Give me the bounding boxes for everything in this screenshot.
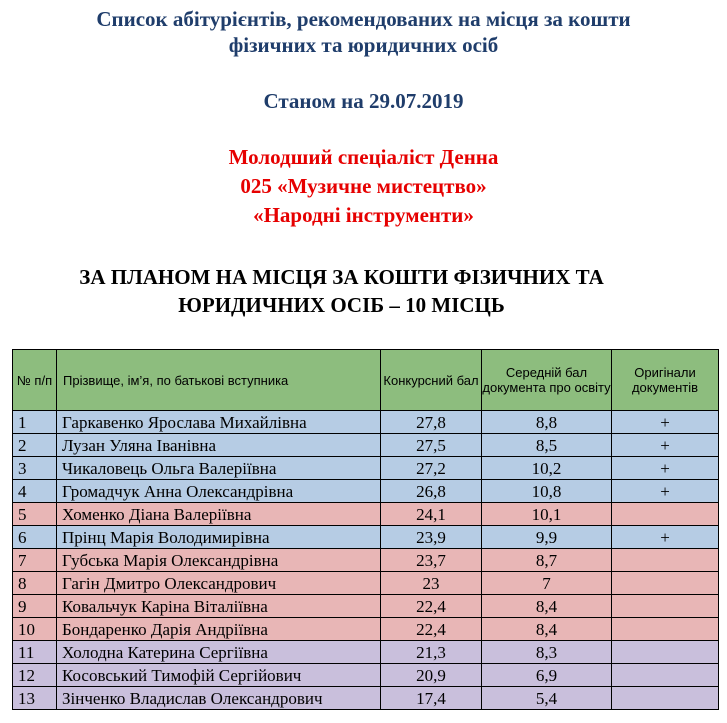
document-average: 8,4 bbox=[482, 618, 612, 641]
col-header-number: № п/п bbox=[13, 350, 57, 411]
row-number: 5 bbox=[13, 503, 57, 526]
competitive-score: 22,4 bbox=[381, 595, 482, 618]
row-number: 9 bbox=[13, 595, 57, 618]
competitive-score: 23,7 bbox=[381, 549, 482, 572]
table-header-row bbox=[13, 350, 719, 411]
document-average: 10,1 bbox=[482, 503, 612, 526]
document-average: 6,9 bbox=[482, 664, 612, 687]
document-average: 8,8 bbox=[482, 411, 612, 434]
applicant-name: Бондаренко Дарія Андріївна bbox=[57, 618, 381, 641]
row-number: 8 bbox=[13, 572, 57, 595]
applicant-name: Косовський Тимофій Сергійович bbox=[57, 664, 381, 687]
competitive-score: 24,1 bbox=[381, 503, 482, 526]
competitive-score: 23 bbox=[381, 572, 482, 595]
plan-line-2: ЮРИДИЧНИХ ОСІБ – 10 МІСЦЬ bbox=[178, 293, 505, 317]
table-row bbox=[13, 434, 719, 457]
competitive-score: 26,8 bbox=[381, 480, 482, 503]
title-line-1: Список абітурієнтів, рекомендованих на місця за кошти bbox=[96, 7, 631, 31]
document-average: 9,9 bbox=[482, 526, 612, 549]
competitive-score: 27,5 bbox=[381, 434, 482, 457]
applicant-name: Хоменко Діана Валеріївна bbox=[57, 503, 381, 526]
originals-mark bbox=[612, 595, 719, 618]
table-row bbox=[13, 549, 719, 572]
applicant-name: Прінц Марія Володимирівна bbox=[57, 526, 381, 549]
originals-mark: + bbox=[612, 434, 719, 457]
col-header-score: Конкурсний бал bbox=[381, 350, 482, 411]
col-header-avg: Середній бал документа про освіту bbox=[482, 350, 612, 411]
table-row bbox=[13, 664, 719, 687]
table-row bbox=[13, 572, 719, 595]
row-number: 10 bbox=[13, 618, 57, 641]
row-number: 6 bbox=[13, 526, 57, 549]
col-header-originals: Оригінали документів bbox=[612, 350, 719, 411]
originals-mark bbox=[612, 503, 719, 526]
originals-mark bbox=[612, 549, 719, 572]
table-row bbox=[13, 641, 719, 664]
program-line-2: 025 «Музичне мистецтво» bbox=[240, 174, 487, 198]
originals-mark: + bbox=[612, 411, 719, 434]
table-row bbox=[13, 687, 719, 710]
applicant-name: Губська Марія Олександрівна bbox=[57, 549, 381, 572]
applicants-table bbox=[12, 349, 719, 710]
originals-mark bbox=[612, 687, 719, 710]
row-number: 12 bbox=[13, 664, 57, 687]
competitive-score: 27,8 bbox=[381, 411, 482, 434]
originals-mark bbox=[612, 641, 719, 664]
document-average: 8,4 bbox=[482, 595, 612, 618]
row-number: 2 bbox=[13, 434, 57, 457]
row-number: 4 bbox=[13, 480, 57, 503]
originals-mark: + bbox=[612, 480, 719, 503]
document-average: 10,8 bbox=[482, 480, 612, 503]
document-average: 8,3 bbox=[482, 641, 612, 664]
applicant-name: Чикаловець Ольга Валеріївна bbox=[57, 457, 381, 480]
applicant-name: Лузан Уляна Іванівна bbox=[57, 434, 381, 457]
applicant-name: Ковальчук Каріна Віталіївна bbox=[57, 595, 381, 618]
competitive-score: 22,4 bbox=[381, 618, 482, 641]
row-number: 13 bbox=[13, 687, 57, 710]
program-line-3: «Народні інструменти» bbox=[253, 203, 474, 227]
originals-mark: + bbox=[612, 526, 719, 549]
applicant-name: Гагін Дмитро Олександрович bbox=[57, 572, 381, 595]
document-average: 7 bbox=[482, 572, 612, 595]
date-line: Станом на 29.07.2019 bbox=[263, 89, 464, 113]
row-number: 1 bbox=[13, 411, 57, 434]
competitive-score: 27,2 bbox=[381, 457, 482, 480]
originals-mark: + bbox=[612, 457, 719, 480]
table-row bbox=[13, 457, 719, 480]
col-header-name: Прізвище, ім’я, по батькові вступника bbox=[57, 350, 381, 411]
competitive-score: 20,9 bbox=[381, 664, 482, 687]
document-average: 5,4 bbox=[482, 687, 612, 710]
competitive-score: 23,9 bbox=[381, 526, 482, 549]
document-average: 10,2 bbox=[482, 457, 612, 480]
applicant-name: Холодна Катерина Сергіївна bbox=[57, 641, 381, 664]
title-line-2: фізичних та юридичних осіб bbox=[228, 33, 499, 57]
competitive-score: 21,3 bbox=[381, 641, 482, 664]
table-row bbox=[13, 526, 719, 549]
table-row bbox=[13, 618, 719, 641]
document-average: 8,7 bbox=[482, 549, 612, 572]
table-row bbox=[13, 595, 719, 618]
document-average: 8,5 bbox=[482, 434, 612, 457]
table-row bbox=[13, 503, 719, 526]
table-row bbox=[13, 480, 719, 503]
row-number: 3 bbox=[13, 457, 57, 480]
row-number: 7 bbox=[13, 549, 57, 572]
originals-mark bbox=[612, 664, 719, 687]
applicant-name: Громадчук Анна Олександрівна bbox=[57, 480, 381, 503]
program-line-1: Молодший спеціаліст Денна bbox=[228, 145, 499, 169]
applicant-name: Зінченко Владислав Олександрович bbox=[57, 687, 381, 710]
originals-mark bbox=[612, 618, 719, 641]
originals-mark bbox=[612, 572, 719, 595]
plan-line-1: ЗА ПЛАНОМ НА МІСЦЯ ЗА КОШТИ ФІЗИЧНИХ ТА bbox=[79, 265, 604, 289]
applicant-name: Гаркавенко Ярослава Михайлівна bbox=[57, 411, 381, 434]
row-number: 11 bbox=[13, 641, 57, 664]
table-row bbox=[13, 411, 719, 434]
competitive-score: 17,4 bbox=[381, 687, 482, 710]
table-body bbox=[13, 411, 719, 710]
